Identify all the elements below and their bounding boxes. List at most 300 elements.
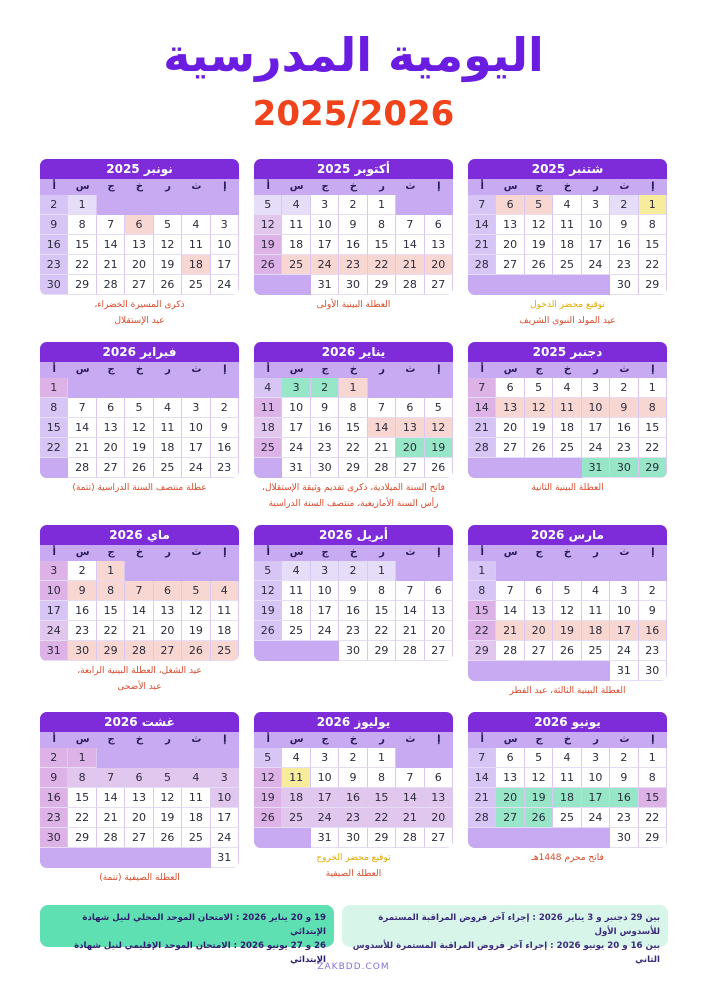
day-cell: 1 xyxy=(639,748,667,768)
day-cell: 2 xyxy=(68,561,96,581)
day-cell: 30 xyxy=(339,641,367,661)
day-cell: 21 xyxy=(468,418,496,438)
weekday-label: س xyxy=(75,547,90,558)
day-cell: 19 xyxy=(125,438,153,458)
month-title: يناير 2026 xyxy=(254,342,453,362)
day-cell: 25 xyxy=(553,438,581,458)
day-cell: 30 xyxy=(40,828,68,848)
month-box xyxy=(468,342,667,478)
day-cell: 18 xyxy=(182,808,210,828)
day-cell: 30 xyxy=(68,641,96,661)
weekday-label: س xyxy=(289,364,304,375)
day-cell: 14 xyxy=(396,235,424,255)
day-cell: 10 xyxy=(282,398,310,418)
month-days-grid xyxy=(254,748,453,848)
empty-day-cell xyxy=(468,275,496,295)
day-cell: 20 xyxy=(496,788,524,808)
day-cell: 30 xyxy=(40,275,68,295)
day-cell: 24 xyxy=(582,438,610,458)
day-cell: 28 xyxy=(368,458,396,478)
month-card xyxy=(468,712,667,864)
day-cell: 3 xyxy=(211,215,239,235)
day-cell: 26 xyxy=(525,808,553,828)
day-cell: 8 xyxy=(468,581,496,601)
day-cell: 5 xyxy=(125,398,153,418)
day-cell: 17 xyxy=(40,601,68,621)
day-cell: 21 xyxy=(468,788,496,808)
day-cell: 17 xyxy=(582,235,610,255)
month-title: شتنبر 2025 xyxy=(468,159,667,179)
day-cell: 16 xyxy=(40,788,68,808)
weekday-label: أ xyxy=(266,364,270,375)
day-cell: 5 xyxy=(154,215,182,235)
day-cell: 31 xyxy=(610,661,638,681)
month-title: دجنبر 2025 xyxy=(468,342,667,362)
day-cell: 15 xyxy=(68,235,96,255)
empty-day-cell xyxy=(97,195,125,215)
day-cell: 1 xyxy=(68,195,96,215)
day-cell: 14 xyxy=(468,768,496,788)
month-note: عطلة منتصف السنة الدراسية (تتمة) xyxy=(72,483,207,493)
day-cell: 25 xyxy=(254,438,282,458)
day-cell: 23 xyxy=(211,458,239,478)
weekday-label: ث xyxy=(405,364,416,375)
day-cell: 28 xyxy=(396,828,424,848)
day-cell: 27 xyxy=(496,808,524,828)
day-cell: 13 xyxy=(525,601,553,621)
day-cell: 28 xyxy=(125,641,153,661)
day-cell: 16 xyxy=(610,235,638,255)
day-cell: 14 xyxy=(468,215,496,235)
month-card xyxy=(254,525,453,661)
day-cell: 14 xyxy=(396,788,424,808)
month-note: العطلة البينية الأولى xyxy=(316,300,391,310)
day-cell: 27 xyxy=(425,275,453,295)
weekday-label: ث xyxy=(191,181,202,192)
day-cell: 8 xyxy=(639,768,667,788)
weekday-label: إ xyxy=(651,734,655,745)
day-cell: 5 xyxy=(254,561,282,581)
day-cell: 24 xyxy=(311,808,339,828)
weekday-header-row xyxy=(254,545,453,561)
weekday-label: إ xyxy=(651,547,655,558)
day-cell: 2 xyxy=(211,398,239,418)
day-cell: 12 xyxy=(154,235,182,255)
empty-day-cell xyxy=(582,561,610,581)
day-cell: 1 xyxy=(97,561,125,581)
day-cell: 2 xyxy=(311,378,339,398)
day-cell: 17 xyxy=(182,438,210,458)
day-cell: 29 xyxy=(368,275,396,295)
day-cell: 5 xyxy=(254,195,282,215)
empty-day-cell xyxy=(396,561,424,581)
weekday-label: ث xyxy=(191,547,202,558)
day-cell: 19 xyxy=(425,438,453,458)
weekday-label: ث xyxy=(191,364,202,375)
weekday-label: ث xyxy=(619,181,630,192)
day-cell: 7 xyxy=(125,581,153,601)
day-cell: 2 xyxy=(610,748,638,768)
day-cell: 6 xyxy=(396,398,424,418)
day-cell: 5 xyxy=(525,748,553,768)
weekday-label: ر xyxy=(379,547,385,558)
day-cell: 20 xyxy=(125,255,153,275)
day-cell: 14 xyxy=(368,418,396,438)
month-days-grid xyxy=(468,561,667,681)
empty-day-cell xyxy=(425,561,453,581)
day-cell: 20 xyxy=(496,235,524,255)
day-cell: 2 xyxy=(339,195,367,215)
weekday-header-row xyxy=(254,179,453,195)
month-title: يوليوز 2026 xyxy=(254,712,453,732)
month-title: ماي 2026 xyxy=(40,525,239,545)
day-cell: 6 xyxy=(525,581,553,601)
empty-day-cell xyxy=(496,561,524,581)
month-title: مارس 2026 xyxy=(468,525,667,545)
weekday-label: ر xyxy=(379,364,385,375)
weekday-label: ر xyxy=(165,547,171,558)
month-title: أبريل 2026 xyxy=(254,525,453,545)
day-cell: 20 xyxy=(425,255,453,275)
weekday-label: ث xyxy=(619,547,630,558)
day-cell: 20 xyxy=(396,438,424,458)
day-cell: 23 xyxy=(40,255,68,275)
day-cell: 4 xyxy=(282,561,310,581)
day-cell: 22 xyxy=(368,621,396,641)
day-cell: 7 xyxy=(468,748,496,768)
day-cell: 19 xyxy=(525,788,553,808)
empty-day-cell xyxy=(553,275,581,295)
weekday-label: س xyxy=(289,734,304,745)
empty-day-cell xyxy=(396,748,424,768)
day-cell: 30 xyxy=(639,661,667,681)
exam-date-regional: 26 و 27 يونيو 2026 : الامتحان الموحد الإقليمي لنيل شهادة الإبتدائي xyxy=(74,941,326,965)
empty-day-cell xyxy=(425,195,453,215)
day-cell: 22 xyxy=(639,808,667,828)
day-cell: 20 xyxy=(425,621,453,641)
day-cell: 22 xyxy=(68,808,96,828)
day-cell: 3 xyxy=(582,195,610,215)
day-cell: 9 xyxy=(610,768,638,788)
day-cell: 27 xyxy=(154,641,182,661)
weekday-label: أ xyxy=(480,734,484,745)
month-days-grid xyxy=(254,378,453,478)
day-cell: 30 xyxy=(610,275,638,295)
day-cell: 28 xyxy=(468,438,496,458)
day-cell: 24 xyxy=(582,808,610,828)
month-days-grid xyxy=(40,561,239,661)
day-cell: 2 xyxy=(610,195,638,215)
day-cell: 30 xyxy=(339,275,367,295)
weekday-header-row xyxy=(468,179,667,195)
day-cell: 3 xyxy=(311,195,339,215)
month-box xyxy=(254,525,453,661)
day-cell: 7 xyxy=(97,768,125,788)
day-cell: 15 xyxy=(368,788,396,808)
weekday-label: أ xyxy=(480,181,484,192)
day-cell: 8 xyxy=(40,398,68,418)
month-note: ذكرى المسيرة الخضراء، xyxy=(94,300,185,310)
day-cell: 2 xyxy=(40,195,68,215)
weekday-label: س xyxy=(75,364,90,375)
weekday-label: ث xyxy=(405,547,416,558)
day-cell: 13 xyxy=(425,788,453,808)
weekday-header-row xyxy=(468,362,667,378)
weekday-label: خ xyxy=(349,547,358,558)
empty-day-cell xyxy=(525,661,553,681)
month-title: نونبر 2025 xyxy=(40,159,239,179)
weekday-label: ر xyxy=(593,734,599,745)
day-cell: 26 xyxy=(425,458,453,478)
month-title: فبراير 2026 xyxy=(40,342,239,362)
month-card xyxy=(40,159,239,327)
day-cell: 23 xyxy=(339,621,367,641)
day-cell: 22 xyxy=(97,621,125,641)
day-cell: 9 xyxy=(610,398,638,418)
empty-day-cell xyxy=(582,828,610,848)
day-cell: 2 xyxy=(339,748,367,768)
day-cell: 9 xyxy=(40,768,68,788)
month-box xyxy=(468,525,667,681)
month-note: رأس السنة الأمازيغية، منتصف السنة الدراسية xyxy=(268,499,439,509)
month-note: العطلة الصيفية (تتمة) xyxy=(99,873,180,883)
day-cell: 11 xyxy=(282,768,310,788)
empty-day-cell xyxy=(254,458,282,478)
empty-day-cell xyxy=(496,458,524,478)
day-cell: 17 xyxy=(311,601,339,621)
day-cell: 18 xyxy=(282,788,310,808)
day-cell: 6 xyxy=(125,215,153,235)
empty-day-cell xyxy=(125,848,153,868)
day-cell: 18 xyxy=(553,788,581,808)
day-cell: 26 xyxy=(254,808,282,828)
month-days-grid xyxy=(40,378,239,478)
weekday-label: إ xyxy=(223,364,227,375)
month-days-grid xyxy=(468,378,667,478)
day-cell: 10 xyxy=(610,601,638,621)
weekday-label: ج xyxy=(535,547,543,558)
weekday-label: أ xyxy=(266,734,270,745)
weekday-label: إ xyxy=(651,181,655,192)
day-cell: 4 xyxy=(282,748,310,768)
day-cell: 12 xyxy=(525,215,553,235)
page-title: اليومية المدرسية xyxy=(163,28,544,82)
day-cell: 1 xyxy=(639,195,667,215)
day-cell: 29 xyxy=(339,458,367,478)
day-cell: 9 xyxy=(610,215,638,235)
day-cell: 5 xyxy=(553,581,581,601)
empty-day-cell xyxy=(68,848,96,868)
day-cell: 30 xyxy=(339,828,367,848)
day-cell: 4 xyxy=(254,378,282,398)
weekday-label: إ xyxy=(651,364,655,375)
day-cell: 25 xyxy=(282,255,310,275)
weekday-label: س xyxy=(503,547,518,558)
day-cell: 16 xyxy=(339,235,367,255)
month-box xyxy=(468,159,667,295)
day-cell: 8 xyxy=(639,215,667,235)
empty-day-cell xyxy=(282,828,310,848)
weekday-label: إ xyxy=(223,181,227,192)
day-cell: 6 xyxy=(496,195,524,215)
brand-footer: ZAKBDD.COM xyxy=(317,962,390,972)
day-cell: 20 xyxy=(425,808,453,828)
day-cell: 22 xyxy=(639,438,667,458)
day-cell: 10 xyxy=(311,581,339,601)
day-cell: 28 xyxy=(97,828,125,848)
empty-day-cell xyxy=(311,641,339,661)
weekday-label: أ xyxy=(266,181,270,192)
empty-day-cell xyxy=(610,561,638,581)
empty-day-cell xyxy=(125,378,153,398)
day-cell: 16 xyxy=(339,788,367,808)
day-cell: 3 xyxy=(182,398,210,418)
day-cell: 14 xyxy=(468,398,496,418)
weekday-label: ج xyxy=(107,181,115,192)
day-cell: 9 xyxy=(339,768,367,788)
weekday-header-row xyxy=(40,732,239,748)
day-cell: 27 xyxy=(396,458,424,478)
day-cell: 18 xyxy=(282,235,310,255)
month-card xyxy=(40,525,239,693)
day-cell: 14 xyxy=(125,601,153,621)
weekday-label: ث xyxy=(405,181,416,192)
day-cell: 8 xyxy=(368,768,396,788)
weekday-label: خ xyxy=(563,364,572,375)
day-cell: 23 xyxy=(610,808,638,828)
day-cell: 24 xyxy=(582,255,610,275)
day-cell: 12 xyxy=(154,788,182,808)
empty-day-cell xyxy=(553,561,581,581)
day-cell: 5 xyxy=(182,581,210,601)
assessment-period-2: بين 16 و 20 يونيو 2026 : إجراء آخر فروض المراقبة المستمرة للأسدوس الثاني xyxy=(352,941,660,965)
day-cell: 14 xyxy=(97,235,125,255)
weekday-label: أ xyxy=(266,547,270,558)
empty-day-cell xyxy=(182,848,210,868)
day-cell: 15 xyxy=(639,235,667,255)
day-cell: 1 xyxy=(40,378,68,398)
day-cell: 10 xyxy=(582,215,610,235)
weekday-label: أ xyxy=(52,364,56,375)
day-cell: 27 xyxy=(97,458,125,478)
empty-day-cell xyxy=(582,661,610,681)
weekday-label: س xyxy=(503,181,518,192)
weekday-label: ج xyxy=(535,364,543,375)
day-cell: 5 xyxy=(525,195,553,215)
day-cell: 31 xyxy=(40,641,68,661)
day-cell: 18 xyxy=(282,601,310,621)
weekday-label: خ xyxy=(563,547,572,558)
day-cell: 28 xyxy=(396,641,424,661)
day-cell: 26 xyxy=(125,458,153,478)
day-cell: 22 xyxy=(68,255,96,275)
empty-day-cell xyxy=(525,275,553,295)
empty-day-cell xyxy=(553,458,581,478)
weekday-label: ج xyxy=(107,734,115,745)
school-year: 2025/2026 xyxy=(252,94,455,134)
day-cell: 22 xyxy=(368,255,396,275)
day-cell: 29 xyxy=(639,275,667,295)
day-cell: 27 xyxy=(525,641,553,661)
day-cell: 7 xyxy=(496,581,524,601)
month-note: العطلة الصيفية xyxy=(325,869,382,879)
weekday-label: ج xyxy=(321,364,329,375)
weekday-label: ث xyxy=(619,364,630,375)
day-cell: 8 xyxy=(97,581,125,601)
day-cell: 24 xyxy=(282,438,310,458)
day-cell: 19 xyxy=(525,235,553,255)
month-box xyxy=(40,342,239,478)
day-cell: 10 xyxy=(182,418,210,438)
day-cell: 30 xyxy=(610,828,638,848)
day-cell: 28 xyxy=(396,275,424,295)
day-cell: 26 xyxy=(525,438,553,458)
day-cell: 1 xyxy=(639,378,667,398)
weekday-label: س xyxy=(75,181,90,192)
day-cell: 13 xyxy=(125,235,153,255)
day-cell: 19 xyxy=(154,255,182,275)
weekday-label: خ xyxy=(349,364,358,375)
day-cell: 13 xyxy=(396,418,424,438)
empty-day-cell xyxy=(125,561,153,581)
day-cell: 16 xyxy=(339,601,367,621)
weekday-label: ر xyxy=(165,181,171,192)
weekday-label: س xyxy=(503,364,518,375)
day-cell: 13 xyxy=(425,235,453,255)
day-cell: 21 xyxy=(468,235,496,255)
month-card xyxy=(254,159,453,311)
day-cell: 1 xyxy=(368,561,396,581)
empty-day-cell xyxy=(468,661,496,681)
month-card xyxy=(40,342,239,494)
day-cell: 21 xyxy=(97,255,125,275)
day-cell: 24 xyxy=(211,828,239,848)
empty-day-cell xyxy=(553,661,581,681)
day-cell: 16 xyxy=(639,621,667,641)
empty-day-cell xyxy=(496,828,524,848)
empty-day-cell xyxy=(68,378,96,398)
weekday-label: ج xyxy=(107,364,115,375)
month-note: توقيع محضر الدخول xyxy=(530,300,605,310)
day-cell: 5 xyxy=(425,398,453,418)
day-cell: 13 xyxy=(496,215,524,235)
weekday-label: ر xyxy=(165,734,171,745)
empty-day-cell xyxy=(154,848,182,868)
empty-day-cell xyxy=(525,828,553,848)
day-cell: 11 xyxy=(182,788,210,808)
exam-date-local: 19 و 20 يناير 2026 : الامتحان الموحد المحلي لنيل شهادة الإبتدائي xyxy=(82,913,326,937)
empty-day-cell xyxy=(254,828,282,848)
month-days-grid xyxy=(254,195,453,295)
weekday-label: ر xyxy=(379,734,385,745)
day-cell: 8 xyxy=(639,398,667,418)
day-cell: 3 xyxy=(582,748,610,768)
weekday-label: س xyxy=(289,547,304,558)
day-cell: 9 xyxy=(311,398,339,418)
day-cell: 23 xyxy=(610,438,638,458)
weekday-label: خ xyxy=(135,181,144,192)
day-cell: 27 xyxy=(496,438,524,458)
weekday-label: ر xyxy=(165,364,171,375)
day-cell: 3 xyxy=(311,561,339,581)
empty-day-cell xyxy=(182,195,210,215)
day-cell: 14 xyxy=(396,601,424,621)
month-card xyxy=(254,342,453,510)
day-cell: 29 xyxy=(97,641,125,661)
day-cell: 15 xyxy=(639,788,667,808)
day-cell: 10 xyxy=(582,398,610,418)
month-card xyxy=(40,712,239,884)
